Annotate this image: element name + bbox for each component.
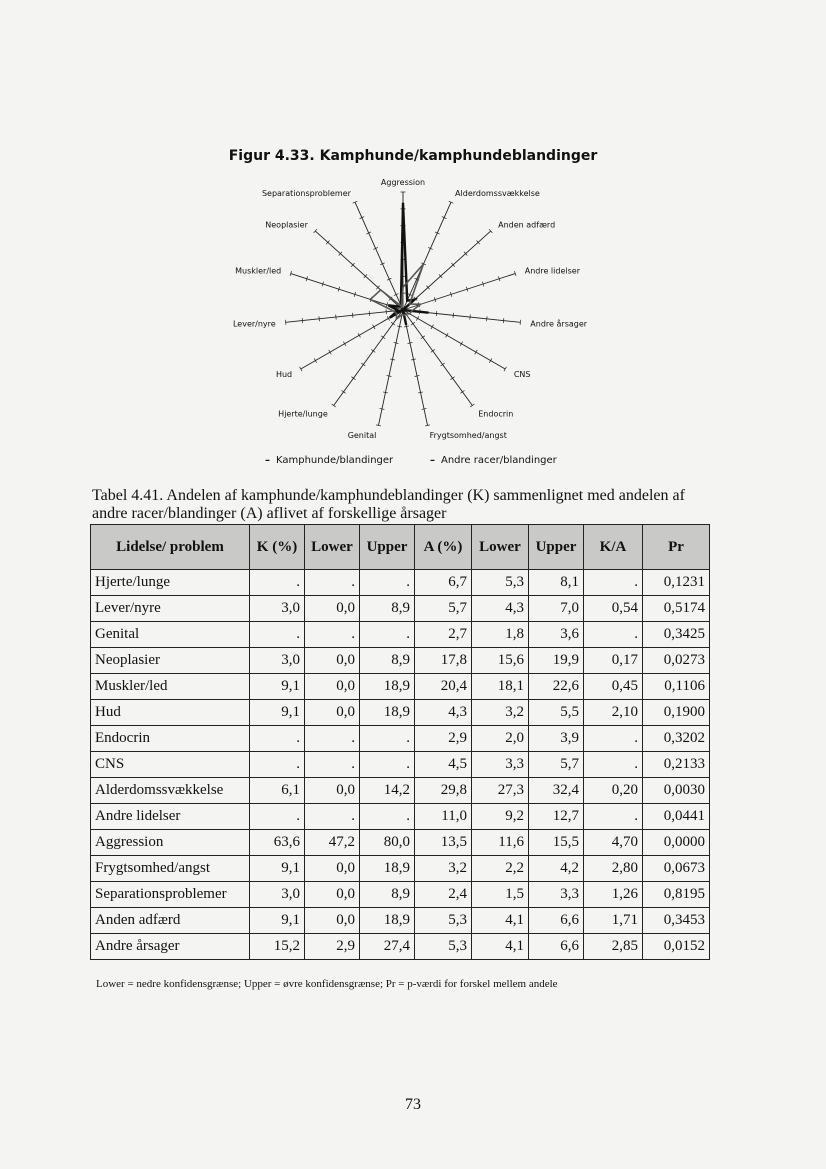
value-cell: 7,0 [529,596,584,622]
value-cell: 0,0000 [643,830,710,856]
axis-tick [369,311,370,316]
value-cell: 18,9 [360,700,415,726]
value-cell: 2,7 [415,622,472,648]
value-cell: . [584,752,643,778]
value-cell: 0,0 [305,856,360,882]
value-cell: 4,3 [415,700,472,726]
table-header-cell: Upper [360,525,415,570]
value-cell: 8,9 [360,648,415,674]
value-cell: 2,9 [305,934,360,960]
value-cell: 1,71 [584,908,643,934]
value-cell: 6,1 [250,778,305,804]
value-cell: 0,17 [584,648,643,674]
value-cell: 27,3 [472,778,529,804]
value-cell: . [305,570,360,596]
table-header-cell: K/A [584,525,643,570]
axis-tick [391,322,395,325]
axis-tick [451,377,455,380]
value-cell: 0,0 [305,778,360,804]
value-cell: 0,0 [305,674,360,700]
value-cell: . [305,622,360,648]
legend-kamphunde [265,455,393,466]
value-cell: 6,7 [415,570,472,596]
value-cell: 4,3 [472,596,529,622]
value-cell: 2,10 [584,700,643,726]
legend-andre [430,455,557,466]
value-cell: 3,3 [472,752,529,778]
value-cell: 4,1 [472,908,529,934]
value-cell: 0,54 [584,596,643,622]
axis-label: Separationsproblemer [261,189,351,199]
axis-label: Frygtsomhed/angst [429,431,507,441]
axis-tick [336,315,337,320]
table-note: Lower = nedre konfidensgrænse; Upper = øvre konfidensgrænse; Pr = p-værdi for forskel mellem andele [96,978,558,990]
value-cell: 18,1 [472,674,529,700]
axis-tick [431,349,435,352]
table-row [91,700,710,726]
value-cell: 18,9 [360,856,415,882]
axis-tick [436,311,437,316]
value-cell: 0,0030 [643,778,710,804]
value-cell: . [360,804,415,830]
value-cell: 8,9 [360,596,415,622]
value-cell: . [250,622,305,648]
axis-label: Andre årsager [530,319,588,329]
value-cell: 1,26 [584,882,643,908]
value-cell: 11,6 [472,830,529,856]
table-header-cell: Lidelse/ problem [91,525,250,570]
value-cell: . [584,804,643,830]
axis-label: Hud [275,370,293,379]
table-header-cell: A (%) [415,525,472,570]
value-cell: . [360,752,415,778]
value-cell: 4,70 [584,830,643,856]
value-cell: 0,0152 [643,934,710,960]
axis-tick [520,320,521,325]
value-cell: 3,3 [529,882,584,908]
value-cell: 0,3202 [643,726,710,752]
axis-tick [470,404,474,407]
value-cell: 27,4 [360,934,415,960]
axis-line [403,202,451,310]
value-cell: 5,7 [529,752,584,778]
row-label-cell: Neoplasier [91,648,250,674]
value-cell: 0,3425 [643,622,710,648]
value-cell: 6,6 [529,908,584,934]
value-cell: . [250,726,305,752]
value-cell: 15,6 [472,648,529,674]
row-label-cell: Lever/nyre [91,596,250,622]
axis-tick [421,336,425,339]
axis-label: Neoplasier [265,220,308,230]
value-cell: 0,8195 [643,882,710,908]
value-cell: 4,2 [529,856,584,882]
data-table [90,524,710,960]
value-cell: 3,0 [250,882,305,908]
axis-label: Endocrin [478,409,514,419]
table-header-cell: Upper [529,525,584,570]
axis-tick [441,363,445,366]
value-cell: 8,9 [360,882,415,908]
value-cell: 0,0273 [643,648,710,674]
value-cell: 0,3453 [643,908,710,934]
table-row [91,752,710,778]
row-label-cell: Muskler/led [91,674,250,700]
axis-tick [361,363,365,366]
legend-label-a: Andre racer/blandinger [441,455,557,466]
value-cell: 4,5 [415,752,472,778]
value-cell: 19,9 [529,648,584,674]
radar-chart [220,170,600,455]
value-cell: 0,0 [305,908,360,934]
value-cell: 6,6 [529,934,584,960]
axis-tick [302,318,303,323]
axis-tick [411,322,415,325]
axis-tick [352,313,353,318]
axis-tick [351,377,355,380]
table-header-cell: K (%) [250,525,305,570]
value-cell: 3,6 [529,622,584,648]
axis-line [291,274,403,310]
row-label-cell: Anden adfærd [91,908,250,934]
axis-line [355,202,403,310]
axis-tick [453,313,454,318]
value-cell: 3,9 [529,726,584,752]
axis-tick [470,315,471,320]
value-cell: 2,0 [472,726,529,752]
value-cell: . [305,804,360,830]
value-cell: 18,9 [360,674,415,700]
value-cell: 20,4 [415,674,472,700]
axis-line [403,231,491,310]
value-cell: 0,2133 [643,752,710,778]
axis-tick [371,349,375,352]
value-cell: 2,4 [415,882,472,908]
value-cell: 15,5 [529,830,584,856]
table-caption: Tabel 4.41. Andelen af kamphunde/kamphundeblandinger (K) sammenlignet med andelen af andre racer/blandinger (A) aflivet af forskellige årsager [92,487,685,522]
row-label-cell: Aggression [91,830,250,856]
value-cell: 0,0 [305,700,360,726]
value-cell: 47,2 [305,830,360,856]
axis-tick [342,390,346,393]
value-cell: 63,6 [250,830,305,856]
value-cell: 0,0 [305,596,360,622]
table-row [91,648,710,674]
axis-label: Muskler/led [235,266,282,276]
axis-tick [319,316,320,321]
value-cell: 0,1106 [643,674,710,700]
table-row [91,908,710,934]
legend-dash-icon: – [430,455,435,466]
value-cell: . [360,726,415,752]
value-cell: . [250,804,305,830]
value-cell: 1,8 [472,622,529,648]
row-label-cell: Alderdomssvækkelse [91,778,250,804]
row-label-cell: Genital [91,622,250,648]
row-label-cell: Frygtsomhed/angst [91,856,250,882]
row-label-cell: Separationsproblemer [91,882,250,908]
value-cell: 3,2 [472,700,529,726]
table-row [91,596,710,622]
value-cell: 2,80 [584,856,643,882]
table-row [91,778,710,804]
value-cell: 0,0 [305,648,360,674]
value-cell: 0,1231 [643,570,710,596]
value-cell: . [584,570,643,596]
table-row [91,830,710,856]
axis-tick [503,318,504,323]
value-cell: 3,0 [250,596,305,622]
axis-tick [487,316,488,321]
value-cell: 0,1900 [643,700,710,726]
row-label-cell: Hud [91,700,250,726]
axis-label: Anden adfærd [498,220,556,230]
value-cell: 3,0 [250,648,305,674]
table-header-row [91,525,710,570]
value-cell: . [250,752,305,778]
value-cell: . [250,570,305,596]
value-cell: 5,5 [529,700,584,726]
value-cell: 17,8 [415,648,472,674]
table-row [91,804,710,830]
value-cell: 22,6 [529,674,584,700]
value-cell: . [360,570,415,596]
axis-label: Lever/nyre [232,319,276,329]
value-cell: 2,2 [472,856,529,882]
series-line [388,203,428,325]
value-cell: 0,0441 [643,804,710,830]
axis-tick [460,390,464,393]
axis-label: Andre lidelser [524,266,580,276]
table-row [91,622,710,648]
axis-label: Hjerte/lunge [278,409,328,419]
value-cell: 9,1 [250,856,305,882]
legend-label-k: Kamphunde/blandinger [276,455,394,466]
value-cell: 9,1 [250,674,305,700]
axis-tick [332,404,336,407]
value-cell: 1,5 [472,882,529,908]
value-cell: . [305,752,360,778]
value-cell: 9,1 [250,700,305,726]
value-cell: 18,9 [360,908,415,934]
value-cell: 0,0 [305,882,360,908]
axis-label: Genital [347,431,377,441]
table-header-cell: Pr [643,525,710,570]
axis-tick [285,320,286,325]
value-cell: 8,1 [529,570,584,596]
row-label-cell: Andre årsager [91,934,250,960]
value-cell: 0,45 [584,674,643,700]
value-cell: 29,8 [415,778,472,804]
table-row [91,726,710,752]
value-cell: 2,9 [415,726,472,752]
value-cell: . [360,622,415,648]
value-cell: 5,3 [415,934,472,960]
axis-tick [386,309,387,314]
table-row [91,674,710,700]
table-row [91,570,710,596]
table-body [91,570,710,960]
table-header-cell: Lower [472,525,529,570]
value-cell: 13,5 [415,830,472,856]
table-row [91,856,710,882]
value-cell: 4,1 [472,934,529,960]
value-cell: . [584,726,643,752]
axis-label: CNS [513,370,531,379]
legend-dash-icon: – [265,455,270,466]
value-cell: . [305,726,360,752]
value-cell: 5,3 [415,908,472,934]
value-cell: 0,5174 [643,596,710,622]
value-cell: 80,0 [360,830,415,856]
row-label-cell: Hjerte/lunge [91,570,250,596]
value-cell: 0,0673 [643,856,710,882]
value-cell: 15,2 [250,934,305,960]
row-label-cell: Andre lidelser [91,804,250,830]
value-cell: 14,2 [360,778,415,804]
row-label-cell: Endocrin [91,726,250,752]
value-cell: 5,3 [472,570,529,596]
value-cell: 32,4 [529,778,584,804]
value-cell: 12,7 [529,804,584,830]
table-row [91,934,710,960]
value-cell: 2,85 [584,934,643,960]
value-cell: 5,7 [415,596,472,622]
axis-label: Alderdomssvækkelse [455,189,540,199]
figure-title: Figur 4.33. Kamphunde/kamphundeblandinger [228,148,598,164]
value-cell: 11,0 [415,804,472,830]
value-cell: 9,2 [472,804,529,830]
row-label-cell: CNS [91,752,250,778]
page-number: 73 [405,1096,421,1113]
table-header-cell: Lower [305,525,360,570]
axis-tick [381,336,385,339]
value-cell: 3,2 [415,856,472,882]
value-cell: . [584,622,643,648]
axis-label: Aggression [380,178,426,187]
value-cell: 0,20 [584,778,643,804]
value-cell: 9,1 [250,908,305,934]
table-row [91,882,710,908]
